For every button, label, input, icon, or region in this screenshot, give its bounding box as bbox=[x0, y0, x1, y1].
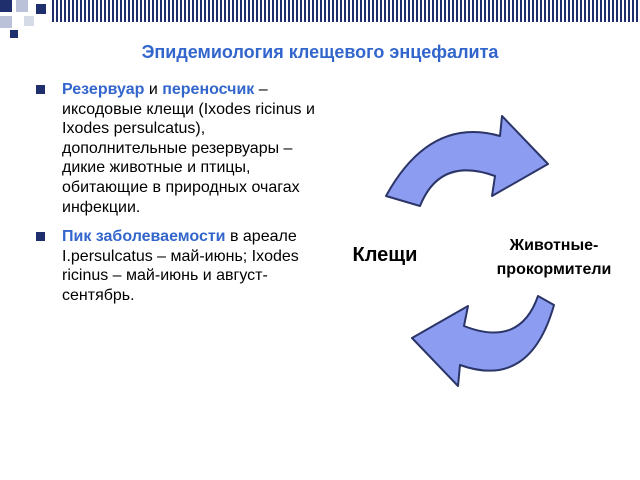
bullet-highlight-reservoir: Резервуар bbox=[62, 81, 145, 98]
bullet-highlight-peak: Пик заболеваемости bbox=[62, 228, 226, 246]
corner-square bbox=[0, 16, 12, 28]
corner-square bbox=[10, 30, 18, 38]
host-animals-label bbox=[468, 234, 640, 282]
host-animals-label-line1: Животные- bbox=[509, 237, 599, 254]
corner-square bbox=[0, 0, 12, 12]
bullet-list bbox=[36, 80, 316, 316]
decorative-corner-squares bbox=[0, 0, 640, 40]
corner-square bbox=[36, 4, 46, 14]
bullet-marker bbox=[36, 85, 45, 94]
bullet-highlight-vector: переносчик bbox=[162, 81, 255, 98]
top-arrow-icon bbox=[386, 116, 548, 206]
ticks-label: Клещи bbox=[352, 244, 418, 266]
bullet-text: – иксодовые клещи (Ixodes ricinus и Ixodes persulcatus), дополнительные резервуары – дикие животные и птицы, обитающие в природных очагах инфекции. bbox=[62, 81, 315, 216]
bullet-text: и bbox=[144, 81, 163, 98]
bottom-arrow-icon bbox=[412, 296, 554, 386]
corner-square bbox=[16, 0, 28, 12]
bullet-marker bbox=[36, 232, 45, 241]
slide-title: Эпидемиология клещевого энцефалита bbox=[141, 42, 499, 62]
cycle-diagram bbox=[320, 100, 640, 400]
corner-square bbox=[24, 16, 34, 26]
host-animals-label-line2: прокормители bbox=[496, 261, 612, 278]
bullet-item-reservoir bbox=[36, 80, 316, 217]
bullet-item-peak bbox=[36, 227, 316, 305]
bullet-text: в ареале I.persulcatus – май-июнь; Ixodes ricinus – май-июнь и август-сентябрь. bbox=[62, 228, 299, 304]
top-stripe-band bbox=[52, 0, 640, 22]
